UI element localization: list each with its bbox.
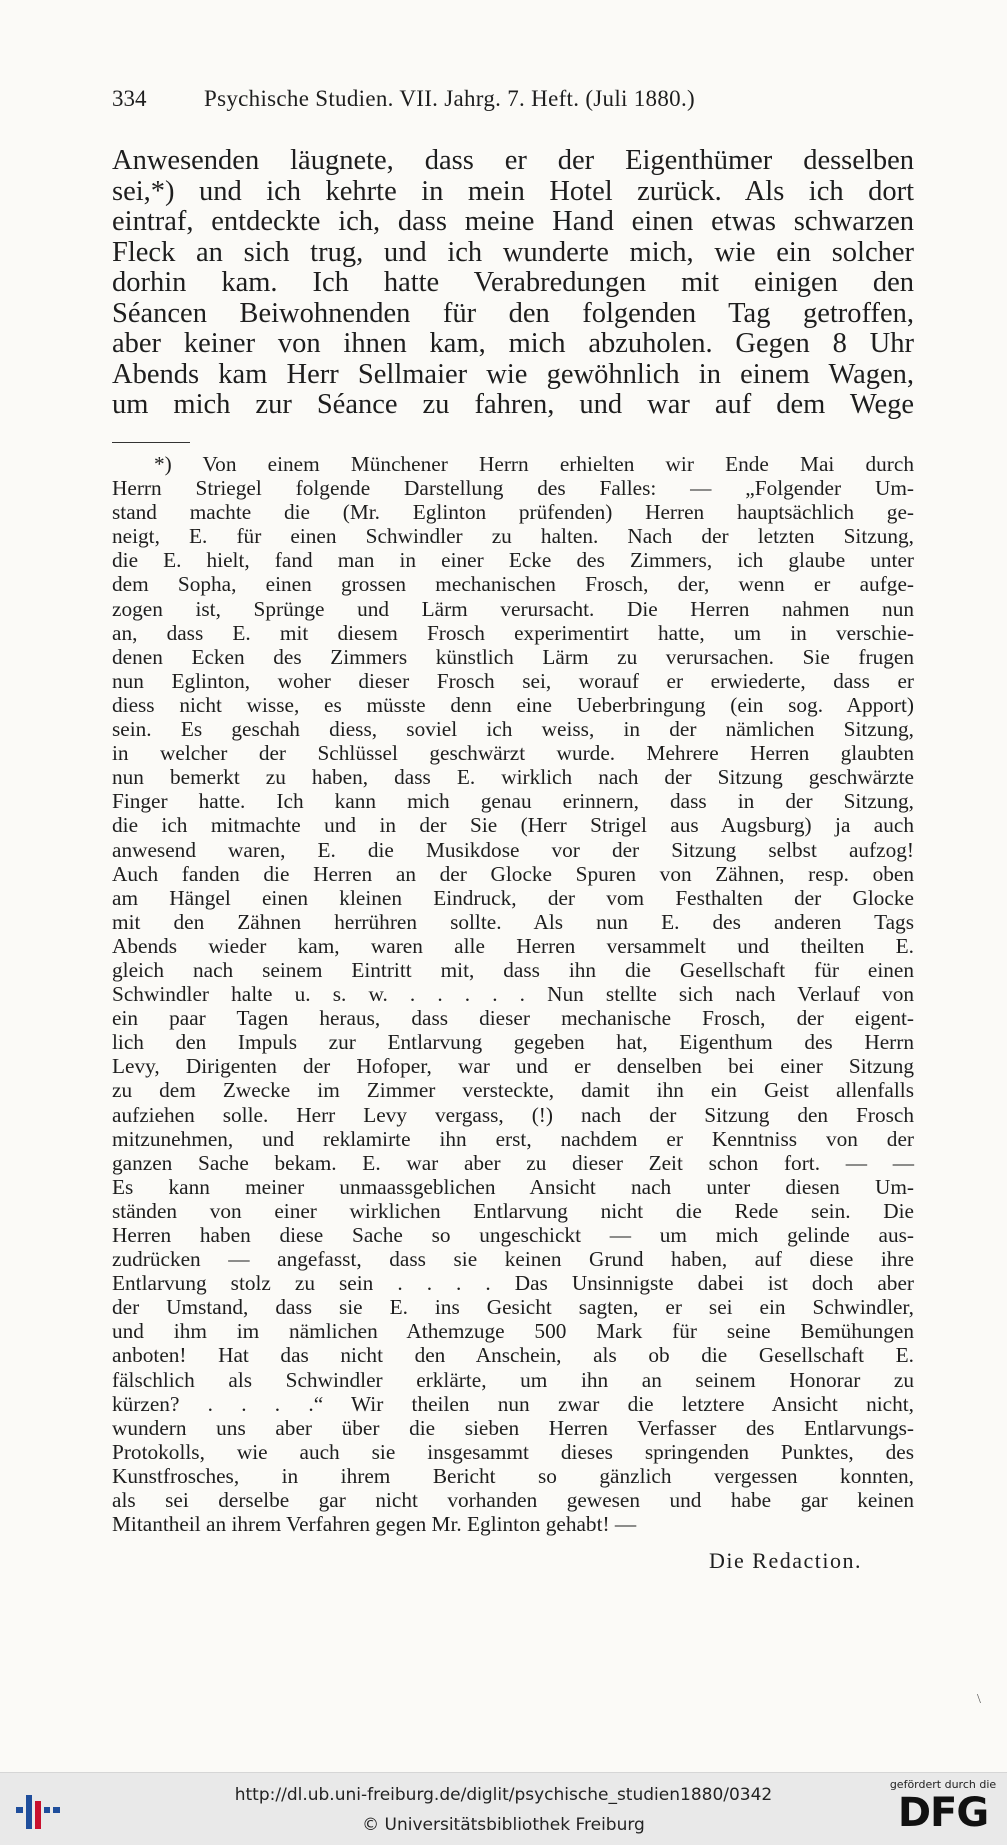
footnote-line: *) Von einem Münchener Herrn erhielten wir Ende Mai durch: [154, 452, 914, 476]
footer-copyright: © Universitätsbibliothek Freiburg: [362, 1815, 645, 1835]
footnote-line: neigt, E. für einen Schwindler zu halten. Nach der letzten Sitzung,: [112, 524, 914, 549]
footnote-line: Entlarvung stolz zu sein . . . . Das Unsinnigste dabei ist doch aber: [112, 1271, 914, 1296]
page-number: 334: [112, 86, 147, 111]
footnote-line: die ich mitmachte und in der Sie (Herr Strigel aus Augsburg) ja auch: [112, 813, 914, 838]
footnote-line: wundern uns aber über die sieben Herren Verfasser des Entlarvungs-: [112, 1415, 914, 1440]
footnote-line: der Umstand, dass sie E. ins Gesicht sagten, er sei ein Schwindler,: [112, 1295, 914, 1320]
footnote-line: Mitantheil an ihrem Verfahren gegen Mr. Eglinton gehabt! —: [112, 1512, 637, 1537]
footnote-line: Protokolls, wie auch sie insgesammt dieses springenden Punktes, des: [112, 1439, 914, 1464]
footnote-line: fälschlich als Schwindler erklärte, um ihn an seinem Honorar zu: [112, 1367, 914, 1392]
footnote-line: kürzen? . . . .“ Wir theilen nun zwar die letztere Ansicht nicht,: [112, 1391, 914, 1416]
footnote-line: lich den Impuls zur Entlarvung gegeben hat, Eigenthum des Herrn: [112, 1030, 914, 1055]
footnote-line: nun bemerkt zu haben, dass E. wirklich nach der Sitzung geschwärzte: [112, 765, 914, 790]
footnote-line: ständen von einer wirklichen Entlarvung nicht die Rede sein. Die: [112, 1198, 914, 1223]
footnote-line: dem Sopha, einen grossen mechanischen Frosch, der, wenn er aufge-: [112, 572, 914, 597]
footnote-line: anwesend waren, E. die Musikdose vor der Sitzung selbst aufzog!: [112, 837, 914, 862]
footnote-line: Schwindler halte u. s. w. . . . . . Nun stellte sich nach Verlauf von: [112, 982, 914, 1007]
footnote-rule: [112, 442, 190, 443]
main-text-line: eintraf, entdeckte ich, dass meine Hand einen etwas schwarzen: [112, 206, 914, 237]
footnote-line: diess nicht wisse, es müsste denn eine Ueberbringung (ein sog. Apport): [112, 692, 914, 717]
footnote-line: denen Ecken des Zimmers künstlich Lärm zu verursachen. Sie frugen: [112, 644, 914, 669]
page-header: [112, 84, 912, 114]
footnote-line: Herren haben diese Sache so ungeschickt — um mich gelinde aus-: [112, 1223, 914, 1247]
footnote: [112, 452, 914, 1536]
footer-url[interactable]: http://dl.ub.uni-freiburg.de/diglit/psychische_studien1880/0342: [234, 1785, 773, 1805]
footnote-line: Finger hatte. Ich kann mich genau erinnern, dass in der Sitzung,: [112, 789, 914, 814]
footnote-line: mit den Zähnen herrühren sollte. Als nun E. des anderen Tags: [112, 909, 914, 934]
main-text-line: Fleck an sich trug, und ich wunderte mich, wie ein solcher: [112, 236, 914, 268]
running-title: Psychische Studien. VII. Jahrg. 7. Heft. (Juli 1880.): [204, 86, 695, 111]
main-text-line: dorhin kam. Ich hatte Verabredungen mit einigen den: [112, 267, 914, 298]
footnote-line: am Hängel einen kleinen Eindruck, der vom Festhalten der Glocke: [112, 885, 914, 910]
footnote-line: anboten! Hat das nicht den Anschein, als ob die Gesellschaft E.: [112, 1343, 914, 1368]
footnote-line: stand machte die (Mr. Eglinton prüfenden) Herren hauptsächlich ge-: [112, 500, 914, 525]
footnote-line: Kunstfrosches, in ihrem Bericht so gänzlich vergessen konnten,: [112, 1463, 914, 1488]
margin-mark: \: [977, 1692, 981, 1707]
footnote-line: Auch fanden die Herren an der Glocke Spuren von Zähnen, resp. oben: [112, 861, 914, 886]
footnote-line: zudrücken — angefasst, dass sie keinen Grund haben, auf diese ihre: [112, 1247, 914, 1272]
footnote-line: und ihm im nämlichen Athemzuge 500 Mark für seine Bemühungen: [112, 1319, 914, 1344]
main-text-line: Anwesenden läugnete, dass er der Eigenthümer desselben: [112, 145, 914, 176]
viewer-footer: [0, 1772, 1007, 1845]
footnote-line: zogen ist, Sprünge und Lärm verursacht. Die Herren nahmen nun: [112, 596, 914, 621]
footnote-line: ganzen Sache bekam. E. war aber zu dieser Zeit schon fort. — —: [112, 1150, 914, 1175]
footnote-line: nun Eglinton, woher dieser Frosch sei, worauf er erwiederte, dass er: [112, 668, 914, 693]
main-text: [112, 146, 914, 421]
footnote-line: sein. Es geschah diess, soviel ich weiss, in der nämlichen Sitzung,: [112, 717, 914, 742]
footnote-line: mitzunehmen, und reklamirte ihn erst, nachdem er Kenntniss von der: [112, 1126, 914, 1151]
main-text-line: aber keiner von ihnen kam, mich abzuholen. Gegen 8 Uhr: [112, 328, 914, 359]
dfg-logo-text: DFG: [897, 1790, 989, 1836]
dfg-logo: [888, 1779, 998, 1841]
footnote-line: zu dem Zwecke im Zimmer versteckte, damit ihn ein Geist allenfalls: [112, 1078, 914, 1103]
footnote-line: ein paar Tagen heraus, dass dieser mechanische Frosch, der eigent-: [112, 1006, 914, 1031]
main-text-line: Abends kam Herr Sellmaier wie gewöhnlich in einem Wagen,: [112, 358, 914, 390]
footnote-line: an, dass E. mit diesem Frosch experimentirt hatte, um in verschie-: [112, 620, 914, 645]
footnote-line: die E. hielt, fand man in einer Ecke des Zimmers, ich glaube unter: [112, 548, 914, 573]
footnote-line: Es kann meiner unmaassgeblichen Ansicht nach unter diesen Um-: [112, 1174, 914, 1199]
footnote-line: Herrn Striegel folgende Darstellung des Falles: — „Folgender Um-: [112, 476, 914, 501]
main-text-line: um mich zur Séance zu fahren, und war auf dem Wege: [112, 389, 914, 420]
footnote-line: als sei derselbe gar nicht vorhanden gewesen und habe gar keinen: [112, 1488, 914, 1513]
signature: Die Redaction.: [709, 1548, 862, 1573]
footnote-line: gleich nach seinem Eintritt mit, dass ihn die Gesellschaft für einen: [112, 957, 914, 982]
dfg-caption: gefördert durch die: [889, 1778, 997, 1791]
footnote-line: aufziehen solle. Herr Levy vergass, (!) nach der Sitzung den Frosch: [112, 1102, 914, 1127]
footnote-line: Levy, Dirigenten der Hofoper, war und er denselben bei einer Sitzung: [112, 1054, 914, 1079]
footnote-line: Abends wieder kam, waren alle Herren versammelt und theilten E.: [112, 933, 914, 958]
main-text-line: sei,*) und ich kehrte in mein Hotel zurück. Als ich dort: [112, 175, 914, 207]
footnote-line: in welcher der Schlüssel geschwärzt wurde. Mehrere Herren glaubten: [112, 741, 914, 766]
main-text-line: Séancen Beiwohnenden für den folgenden Tag getroffen,: [112, 297, 914, 329]
